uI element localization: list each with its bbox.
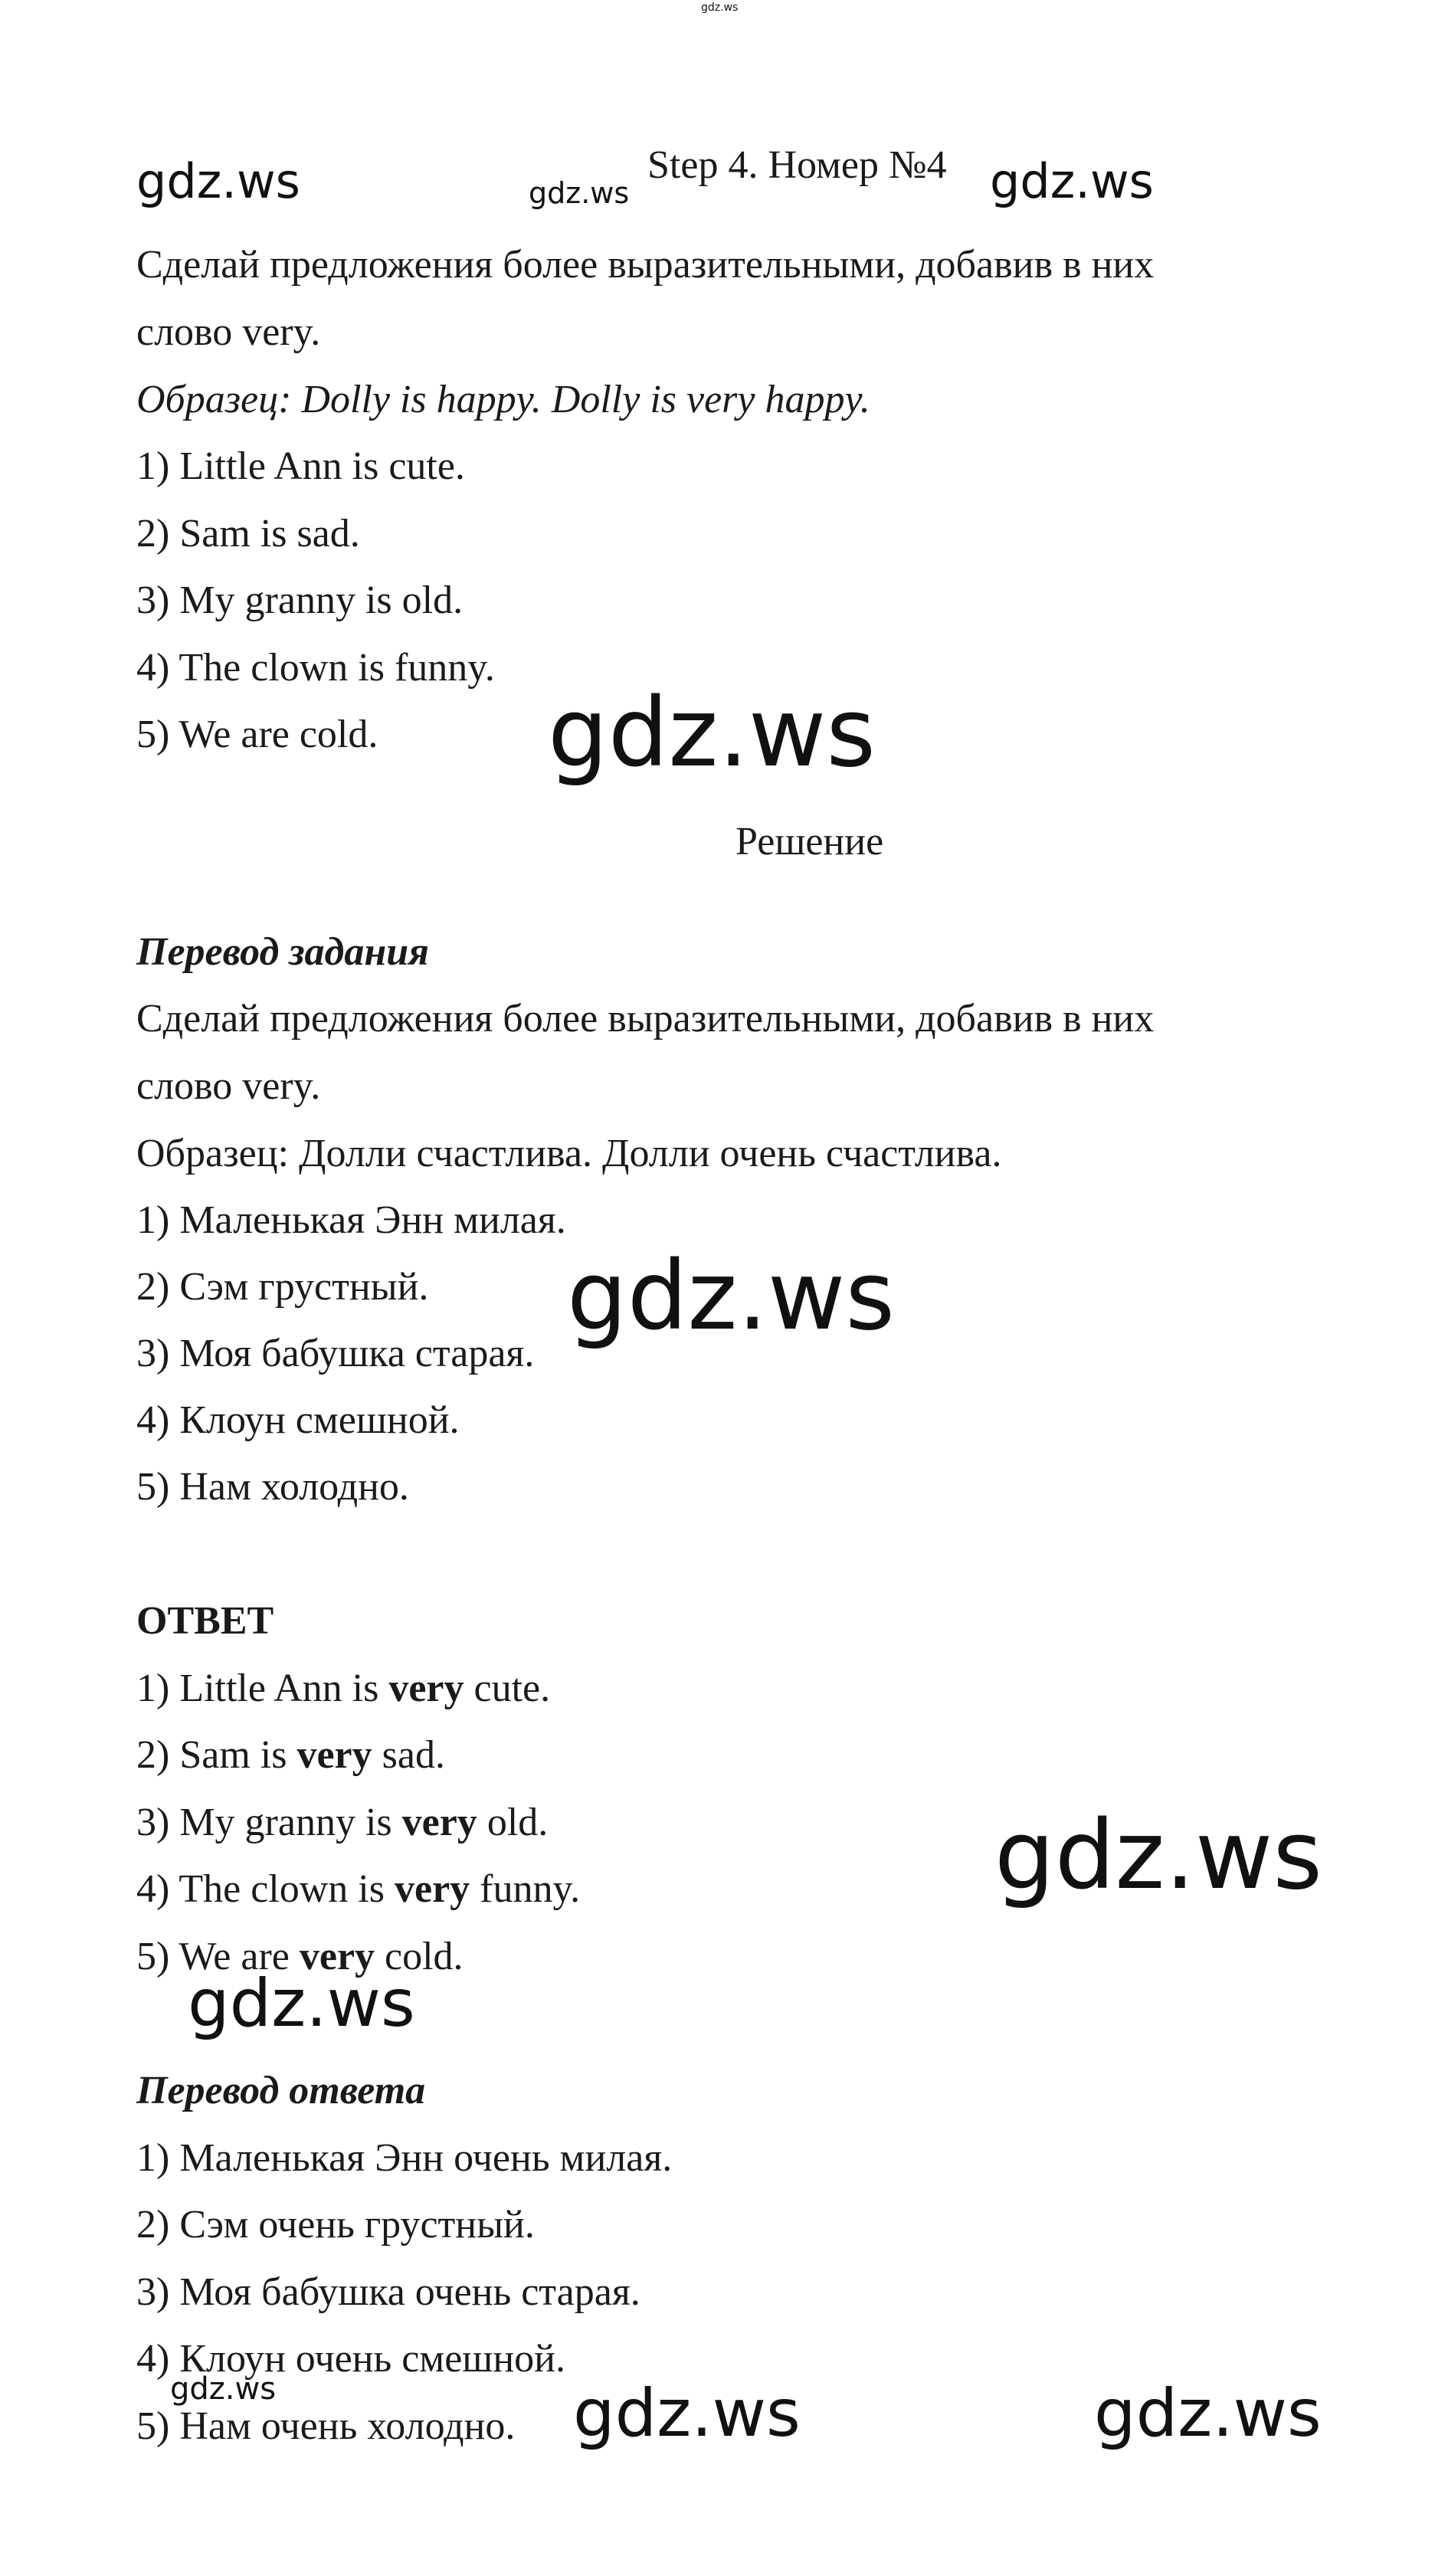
answer-translation-item: 1) Маленькая Энн очень милая. xyxy=(136,2136,673,2180)
translation-heading: Перевод задания xyxy=(136,930,429,974)
task-example: Образец: Dolly is happy. Dolly is very happy. xyxy=(136,378,870,421)
task-item: 2) Sam is sad. xyxy=(136,512,360,556)
watermark: gdz.ws xyxy=(188,1965,415,2042)
watermark: gdz.ws xyxy=(994,1801,1322,1911)
translation-line: слово very. xyxy=(136,1064,321,1108)
task-item: 4) The clown is funny. xyxy=(136,646,495,690)
watermark: gdz.ws xyxy=(990,153,1154,209)
watermark: gdz.ws xyxy=(136,153,300,209)
answer-heading: ОТВЕТ xyxy=(136,1599,274,1643)
watermark: gdz.ws xyxy=(701,2,739,14)
answer-item: 1) Little Ann is very cute. xyxy=(136,1667,551,1710)
answer-translation-heading: Перевод ответа xyxy=(136,2069,426,2112)
page-title: Step 4. Номер №4 xyxy=(647,143,947,187)
watermark: gdz.ws xyxy=(573,2375,801,2452)
watermark: gdz.ws xyxy=(170,2371,277,2407)
translation-line: Сделай предложения более выразительными, добавив в них xyxy=(136,997,1155,1041)
translation-item: 3) Моя бабушка старая. xyxy=(136,1332,535,1375)
translation-item: 1) Маленькая Энн милая. xyxy=(136,1198,566,1242)
task-item: 1) Little Ann is cute. xyxy=(136,444,465,488)
answer-translation-item: 2) Сэм очень грустный. xyxy=(136,2203,535,2247)
answer-translation-item: 4) Клоун очень смешной. xyxy=(136,2337,565,2381)
task-item: 3) My granny is old. xyxy=(136,578,464,622)
translation-item: 5) Нам холодно. xyxy=(136,1465,409,1509)
translation-item: 4) Клоун смешной. xyxy=(136,1398,460,1442)
task-line: Сделай предложения более выразительными, добавив в них xyxy=(136,243,1155,287)
watermark: gdz.ws xyxy=(567,1241,895,1352)
solution-label: Решение xyxy=(735,820,884,864)
answer-item: 5) We are very cold. xyxy=(136,1935,464,1978)
translation-item: 2) Сэм грустный. xyxy=(136,1265,429,1309)
task-line: слово very. xyxy=(136,310,321,354)
answer-item: 3) My granny is very old. xyxy=(136,1801,549,1844)
watermark: gdz.ws xyxy=(548,678,876,788)
watermark: gdz.ws xyxy=(1094,2375,1322,2452)
answer-translation-item: 3) Моя бабушка очень старая. xyxy=(136,2270,640,2314)
translation-example: Образец: Долли счастлива. Долли очень счастлива. xyxy=(136,1132,1002,1175)
answer-item: 2) Sam is very sad. xyxy=(136,1733,445,1777)
answer-item: 4) The clown is very funny. xyxy=(136,1867,581,1911)
task-item: 5) We are cold. xyxy=(136,713,378,756)
answer-translation-item: 5) Нам очень холодно. xyxy=(136,2404,516,2448)
watermark: gdz.ws xyxy=(529,176,630,210)
